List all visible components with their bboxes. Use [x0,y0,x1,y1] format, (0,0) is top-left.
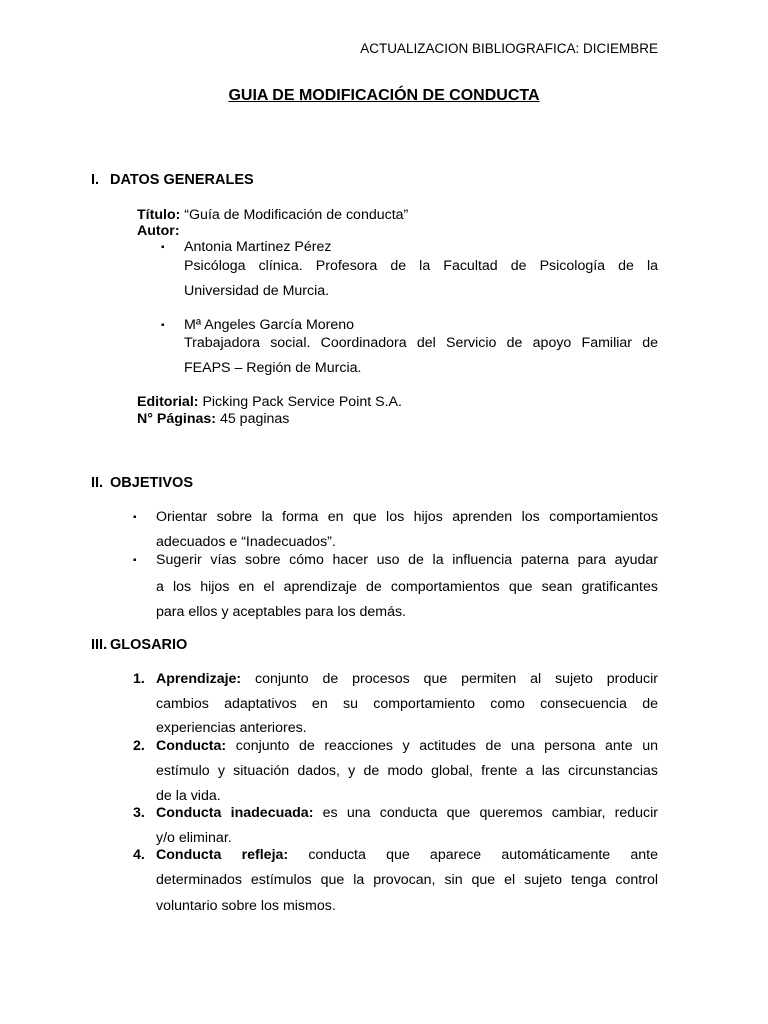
author-description: Universidad de Murcia. [184,283,330,299]
glossary-term: Conducta: [156,738,227,754]
glossary-definition: de la vida. [156,788,221,804]
glossary-item [156,671,658,687]
glossary-definition: experiencias anteriores. [156,720,307,736]
author-description: Trabajadora social. Coordinadora del Servicio de apoyo Familiar de [184,335,658,351]
titulo-value: “Guía de Modificación de conducta” [184,207,409,223]
section-number: I. [91,172,100,188]
section-title: DATOS GENERALES [110,172,254,188]
header-right-text: ACTUALIZACION BIBLIOGRAFICA: DICIEMBRE [360,41,658,56]
section-heading-objetivos [91,475,193,491]
document-title: GUIA DE MODIFICACIÓN DE CONDUCTA [228,87,540,104]
objective-item: adecuados e “Inadecuados”. [156,534,336,550]
author-name: Antonia Martinez Pérez [184,239,332,255]
glossary-item [156,805,658,821]
glossary-term: Aprendizaje: [156,671,242,687]
section-heading-datos [91,172,254,188]
objective-item: para ellos y aceptables para los demás. [156,604,406,620]
section-title: OBJETIVOS [110,475,193,491]
author-name: Mª Angeles García Moreno [184,317,355,333]
section-title: GLOSARIO [110,637,188,653]
bullet-icon: ▪ [133,555,137,566]
glossary-definition: determinados estímulos que la provocan, sin que el sujeto tenga control [156,872,658,888]
glossary-definition: y/o eliminar. [156,830,232,846]
glossary-number: 2. [133,738,145,754]
editorial-value: Picking Pack Service Point S.A. [202,394,402,410]
paginas-label: N° Páginas: [137,411,216,427]
section-number: III. [91,637,108,653]
glossary-item [156,847,658,863]
objective-item: a los hijos en el aprendizaje de comportamientos que sean gratificantes [156,579,658,595]
glossary-number: 4. [133,847,145,863]
glossary-definition: es una conducta que queremos cambiar, reducir [322,805,658,821]
section-heading-glosario [91,637,187,653]
paginas-value: 45 paginas [219,411,290,427]
editorial-line [137,394,402,410]
author-description: Psicóloga clínica. Profesora de la Facultad de Psicología de la [184,258,658,274]
glossary-definition: cambios adaptativos en su comportamiento como consecuencia de [156,696,658,712]
bullet-icon: ▪ [161,320,165,331]
bullet-icon: ▪ [133,512,137,523]
titulo-line [137,207,408,223]
glossary-definition: conducta que aparece automáticamente ante [308,847,658,863]
glossary-term: Conducta inadecuada: [156,805,314,821]
author-description: FEAPS – Región de Murcia. [184,360,362,376]
section-number: II. [91,475,104,491]
paginas-line [137,411,289,427]
glossary-definition: conjunto de reacciones y actitudes de una persona ante un [235,738,658,754]
bullet-icon: ▪ [161,242,165,253]
glossary-definition: conjunto de procesos que permiten al sujeto producir [255,671,658,687]
glossary-number: 1. [133,671,145,687]
glossary-term: Conducta refleja: [156,847,289,863]
glossary-definition: voluntario sobre los mismos. [156,898,336,914]
objective-item: Orientar sobre la forma en que los hijos aprenden los comportamientos [156,509,658,525]
glossary-item [156,738,658,754]
titulo-label: Título: [137,207,181,223]
glossary-number: 3. [133,805,145,821]
glossary-definition: estímulo y situación dados, y de modo global, frente a las circunstancias [156,763,658,779]
autor-label: Autor: [137,223,180,239]
objective-item: Sugerir vías sobre cómo hacer uso de la influencia paterna para ayudar [156,552,658,568]
editorial-label: Editorial: [137,394,199,410]
